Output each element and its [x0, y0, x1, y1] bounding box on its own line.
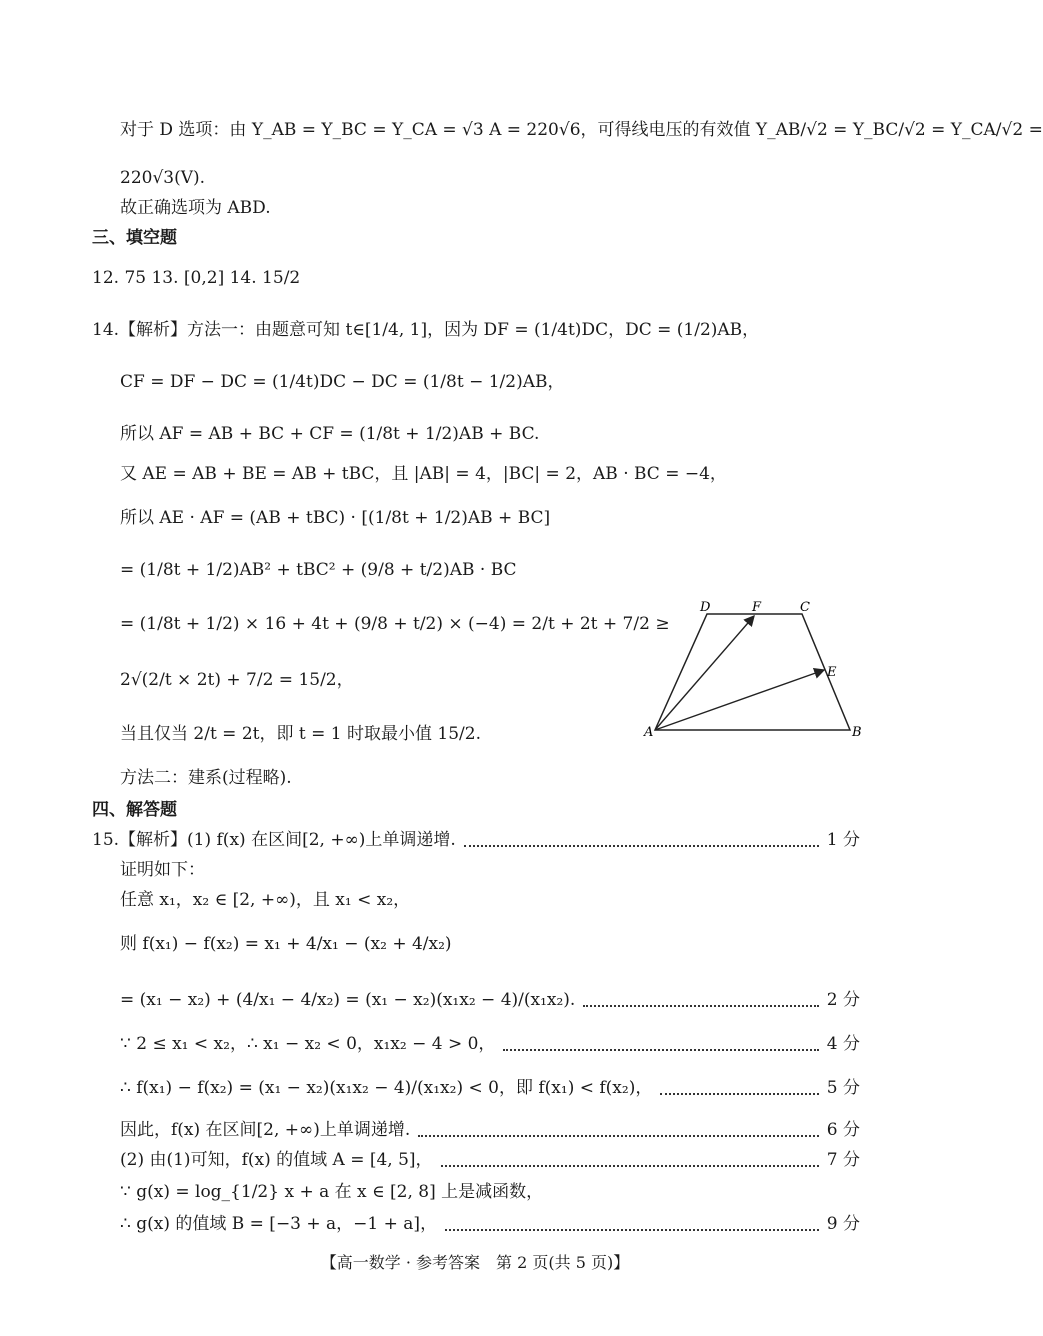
label-e: E — [827, 665, 837, 680]
q14-line-4: 又 AE = AB + BE = AB + tBC，且 |AB| = 4，|BC| = 2，AB · BC = −4， — [120, 464, 727, 484]
leader-dots — [583, 993, 818, 1007]
q15-row-5 — [120, 988, 860, 1012]
label-f: F — [752, 600, 762, 615]
q14-line-7: = (1/8t + 1/2) × 16 + 4t + (9/8 + t/2) × (−4) = 2/t + 2t + 7/2 ≥ — [120, 614, 670, 634]
label-a: A — [644, 725, 654, 740]
d-option-line: 对于 D 选项：由 Y_AB = Y_BC = Y_CA = √3 A = 220√6，可得线电压的有效值 Y_AB/√2 = Y_BC/√2 = Y_CA/√2 = — [120, 120, 1043, 140]
leader-dots — [503, 1037, 818, 1051]
score-4: 4 分 — [826, 1034, 860, 1054]
q15-row-8-text: 因此，f(x) 在区间[2, +∞)上单调递增. — [120, 1120, 411, 1140]
q14-line-9: 当且仅当 2/t = 2t，即 t = 1 时取最小值 15/2. — [120, 724, 481, 744]
score-1: 1 分 — [826, 830, 860, 850]
fill-in-answers: 12. 75 13. [0,2] 14. 15/2 — [92, 268, 301, 288]
q15-row-10: ∵ g(x) = log_{1/2} x + a 在 x ∈ [2, 8] 上是减函数， — [120, 1182, 544, 1202]
score-2: 2 分 — [826, 990, 860, 1010]
score-9: 9 分 — [826, 1214, 860, 1234]
leader-dots — [441, 1153, 819, 1167]
section-3-title: 三、填空题 — [92, 228, 177, 248]
score-6: 6 分 — [826, 1120, 860, 1140]
leader-dots — [464, 833, 819, 847]
q15-row-2: 证明如下： — [120, 860, 205, 880]
q15-row-11-text: ∴ g(x) 的值域 B = [−3 + a，−1 + a]， — [120, 1214, 438, 1234]
q15-row-1 — [92, 828, 860, 852]
section-4-title: 四、解答题 — [92, 800, 177, 820]
q15-row-3: 任意 x₁，x₂ ∈ [2, +∞)，且 x₁ < x₂， — [120, 890, 411, 910]
q14-line-3: 所以 AF = AB + BC + CF = (1/8t + 1/2)AB + BC. — [120, 424, 540, 444]
q15-row-7-text: ∴ f(x₁) − f(x₂) = (x₁ − x₂)(x₁x₂ − 4)/(x₁x₂) < 0，即 f(x₁) < f(x₂)， — [120, 1078, 653, 1098]
trapezoid-figure — [640, 596, 870, 746]
page-footer: 【高一数学 · 参考答案 第 2 页(共 5 页)】 — [320, 1253, 630, 1272]
q15-row-6 — [120, 1032, 860, 1056]
q14-line-6: = (1/8t + 1/2)AB² + tBC² + (9/8 + t/2)AB · BC — [120, 560, 517, 580]
leader-dots — [660, 1081, 818, 1095]
q15-row-11 — [120, 1212, 860, 1236]
leader-dots — [445, 1217, 819, 1231]
q14-line-5: 所以 AE · AF = (AB + tBC) · [(1/8t + 1/2)AB + BC] — [120, 508, 551, 528]
label-b: B — [852, 725, 862, 740]
score-5: 5 分 — [826, 1078, 860, 1098]
d-value-line: 220√3(V). — [120, 168, 206, 188]
q15-row-1-text: 15.【解析】(1) f(x) 在区间[2, +∞)上单调递增. — [92, 830, 456, 850]
label-d: D — [700, 600, 711, 615]
q15-row-9-text: (2) 由(1)可知，f(x) 的值域 A = [4, 5]， — [120, 1150, 433, 1170]
q15-row-8 — [120, 1118, 860, 1142]
leader-dots — [418, 1123, 819, 1137]
q14-line-2: CF = DF − DC = (1/4t)DC − DC = (1/8t − 1/2)AB， — [120, 372, 565, 392]
q15-row-5-text: = (x₁ − x₂) + (4/x₁ − 4/x₂) = (x₁ − x₂)(x₁x₂ − 4)/(x₁x₂). — [120, 990, 576, 1010]
q15-row-4: 则 f(x₁) − f(x₂) = x₁ + 4/x₁ − (x₂ + 4/x₂) — [120, 934, 452, 954]
score-7: 7 分 — [826, 1150, 860, 1170]
q14-line-1: 14.【解析】方法一：由题意可知 t∈[1/4, 1]，因为 DF = (1/4t)DC，DC = (1/2)AB， — [92, 320, 760, 340]
q14-line-10: 方法二：建系(过程略). — [120, 768, 292, 788]
q15-row-9 — [120, 1148, 860, 1172]
q15-row-7 — [120, 1076, 860, 1100]
q15-row-6-text: ∵ 2 ≤ x₁ < x₂，∴ x₁ − x₂ < 0，x₁x₂ − 4 > 0， — [120, 1034, 496, 1054]
q14-line-8: 2√(2/t × 2t) + 7/2 = 15/2， — [120, 670, 354, 690]
label-c: C — [800, 600, 810, 615]
trapezoid-abcd — [655, 614, 850, 730]
conclusion-line: 故正确选项为 ABD. — [120, 198, 271, 218]
